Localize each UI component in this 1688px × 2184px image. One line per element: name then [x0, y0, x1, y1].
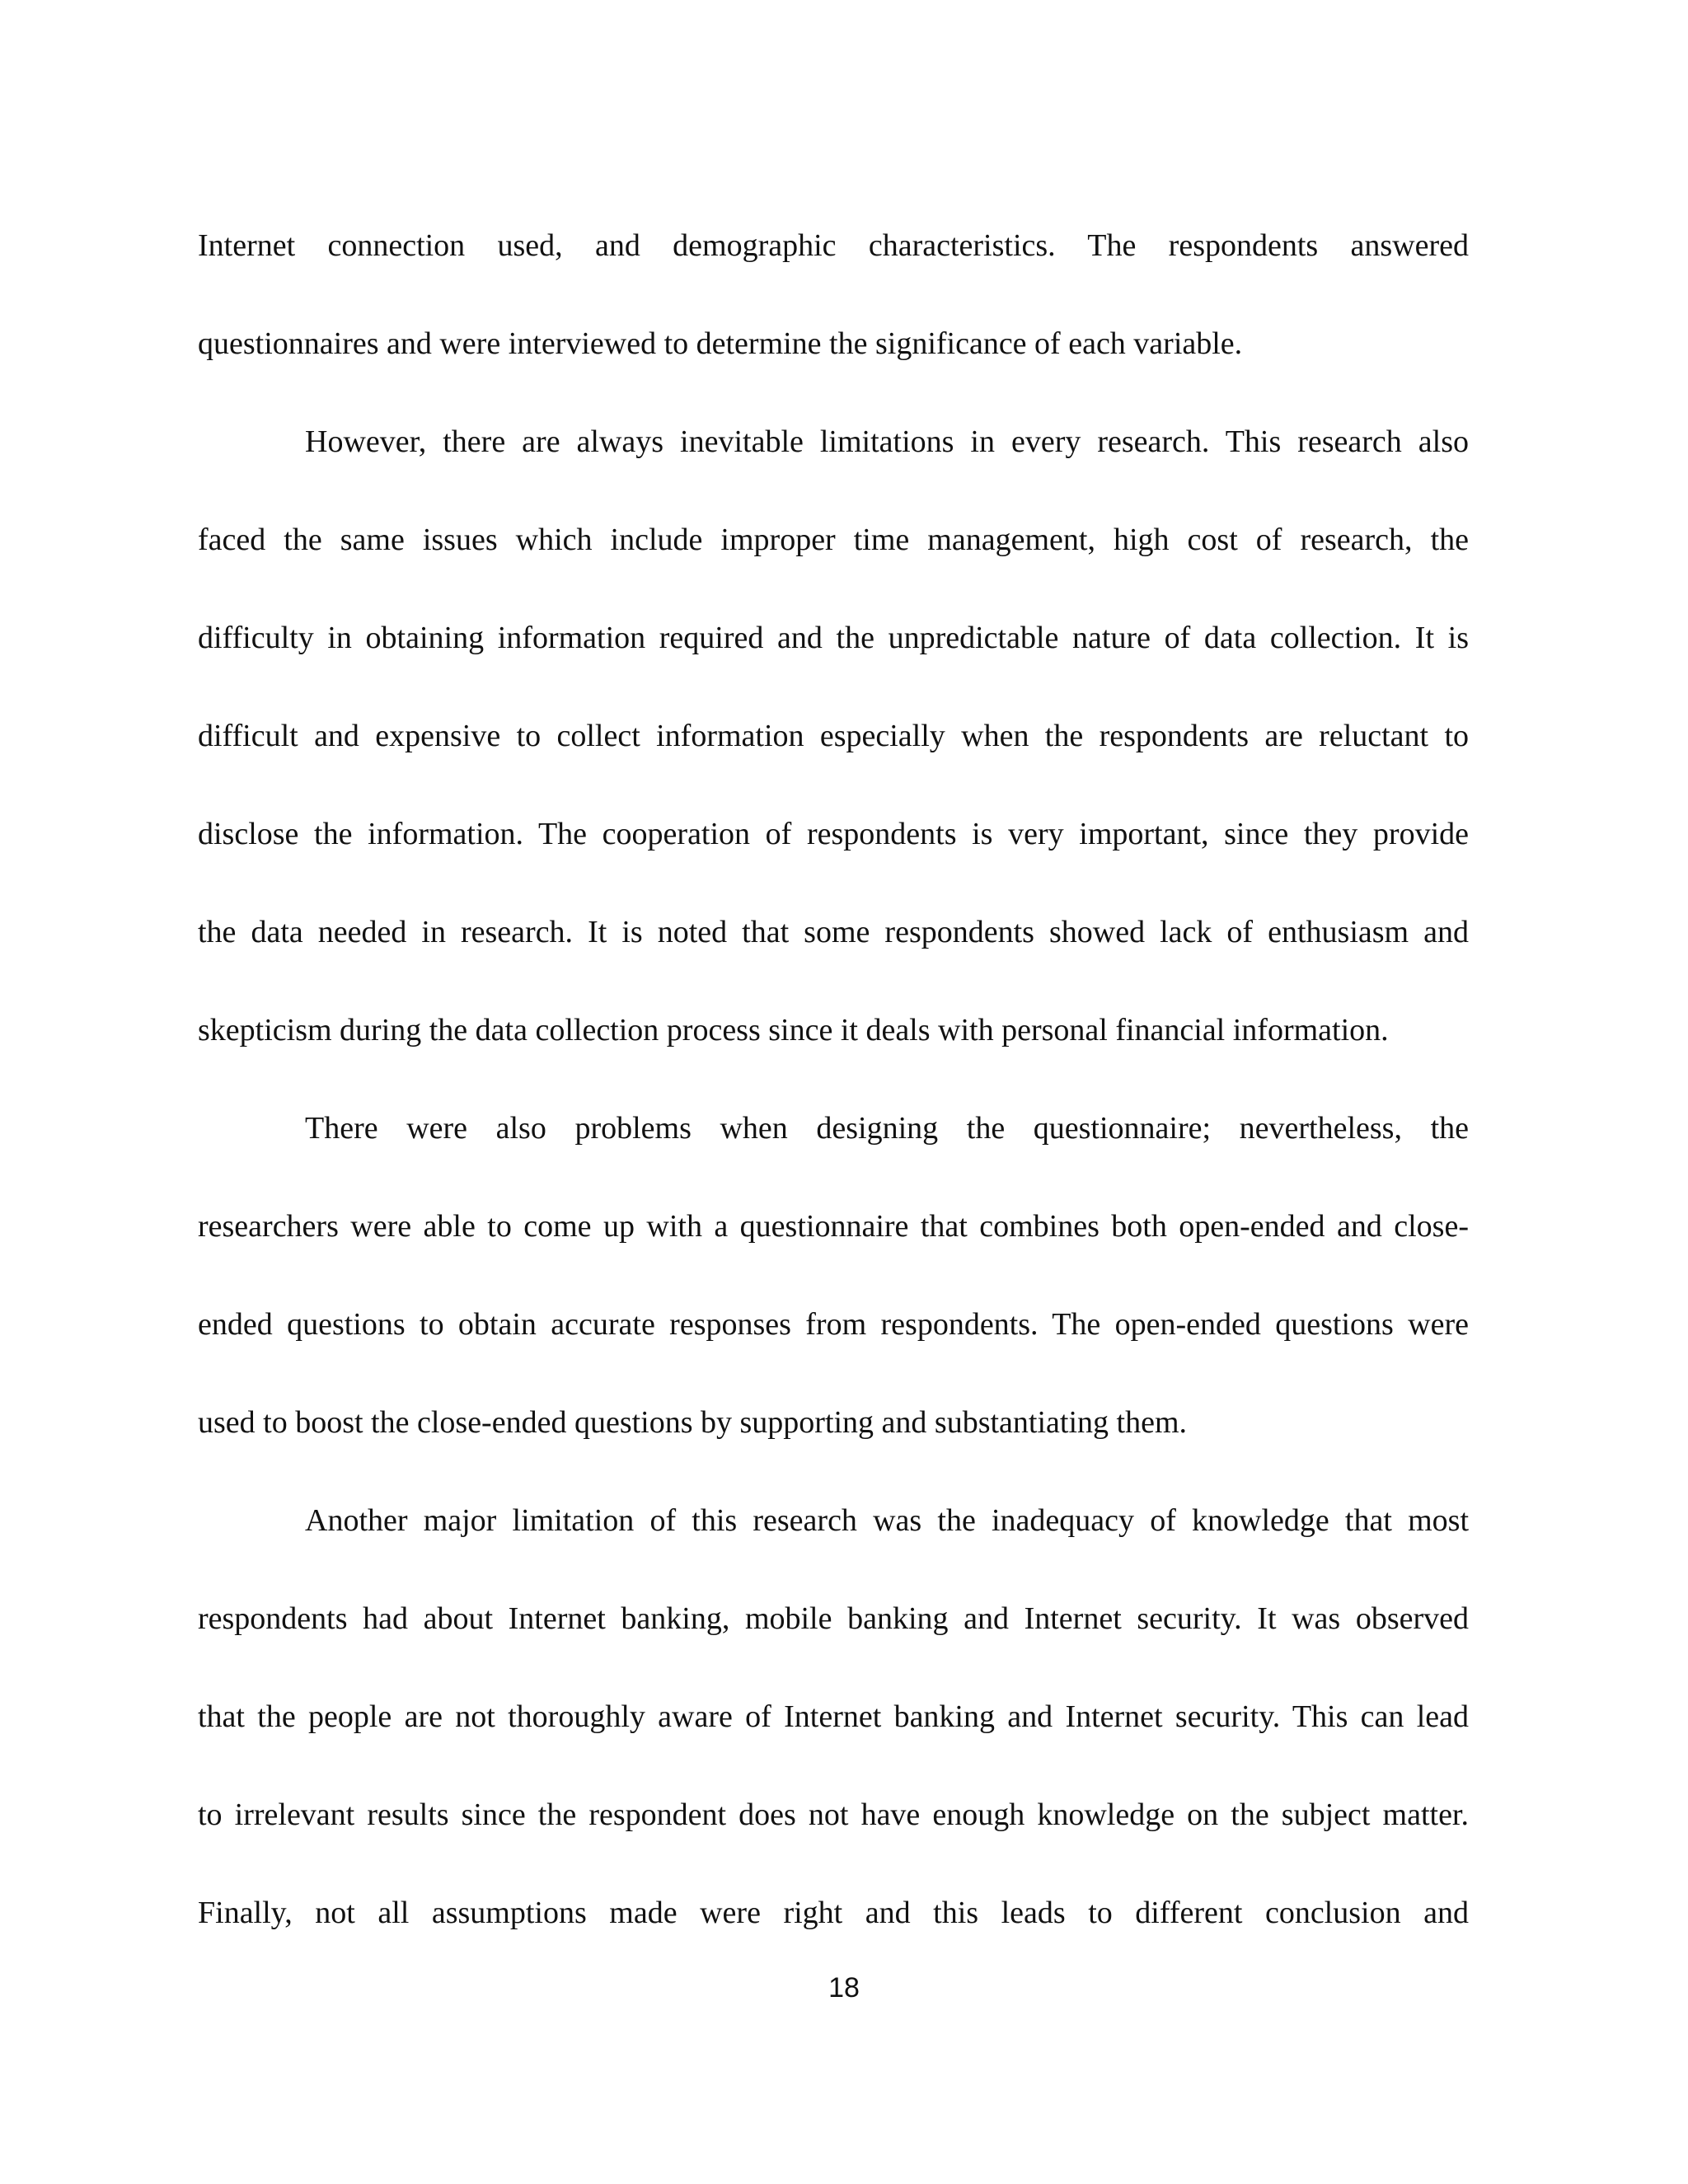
paragraph-first-line: However, there are always inevitable limitations in every research. This research also: [305, 424, 1469, 459]
body-text-line: that the people are not thoroughly aware of Internet banking and Internet security. This can lead: [198, 1699, 1469, 1734]
body-text-line: Finally, not all assumptions made were right and this leads to different conclusion and: [198, 1896, 1469, 1930]
paragraph-first-line: Another major limitation of this research was the inadequacy of knowledge that most: [305, 1503, 1469, 1538]
body-text-line: to irrelevant results since the respondent does not have enough knowledge on the subject matter.: [198, 1797, 1469, 1832]
body-text-line: skepticism during the data collection process since it deals with personal financial information.: [198, 1013, 1389, 1047]
body-text-line: questionnaires and were interviewed to determine the significance of each variable.: [198, 326, 1243, 361]
body-text-line: difficult and expensive to collect information especially when the respondents are reluctant to: [198, 719, 1469, 753]
body-text-line: difficulty in obtaining information required and the unpredictable nature of data collection. It is: [198, 621, 1469, 655]
body-text-line: faced the same issues which include improper time management, high cost of research, the: [198, 523, 1469, 557]
body-text-line: disclose the information. The cooperation of respondents is very important, since they provide: [198, 817, 1469, 851]
page-number: 18: [828, 1972, 860, 2004]
body-text-line: ended questions to obtain accurate responses from respondents. The open-ended questions were: [198, 1307, 1469, 1342]
body-text-line: the data needed in research. It is noted that some respondents showed lack of enthusiasm and: [198, 915, 1469, 949]
body-text-line: researchers were able to come up with a questionnaire that combines both open-ended and close-: [198, 1209, 1469, 1244]
body-text-line: respondents had about Internet banking, mobile banking and Internet security. It was observed: [198, 1601, 1469, 1636]
body-text-line: Internet connection used, and demographic characteristics. The respondents answered: [198, 228, 1469, 263]
body-text-line: used to boost the close-ended questions by supporting and substantiating them.: [198, 1405, 1188, 1440]
paragraph-first-line: There were also problems when designing the questionnaire; nevertheless, the: [305, 1111, 1469, 1146]
